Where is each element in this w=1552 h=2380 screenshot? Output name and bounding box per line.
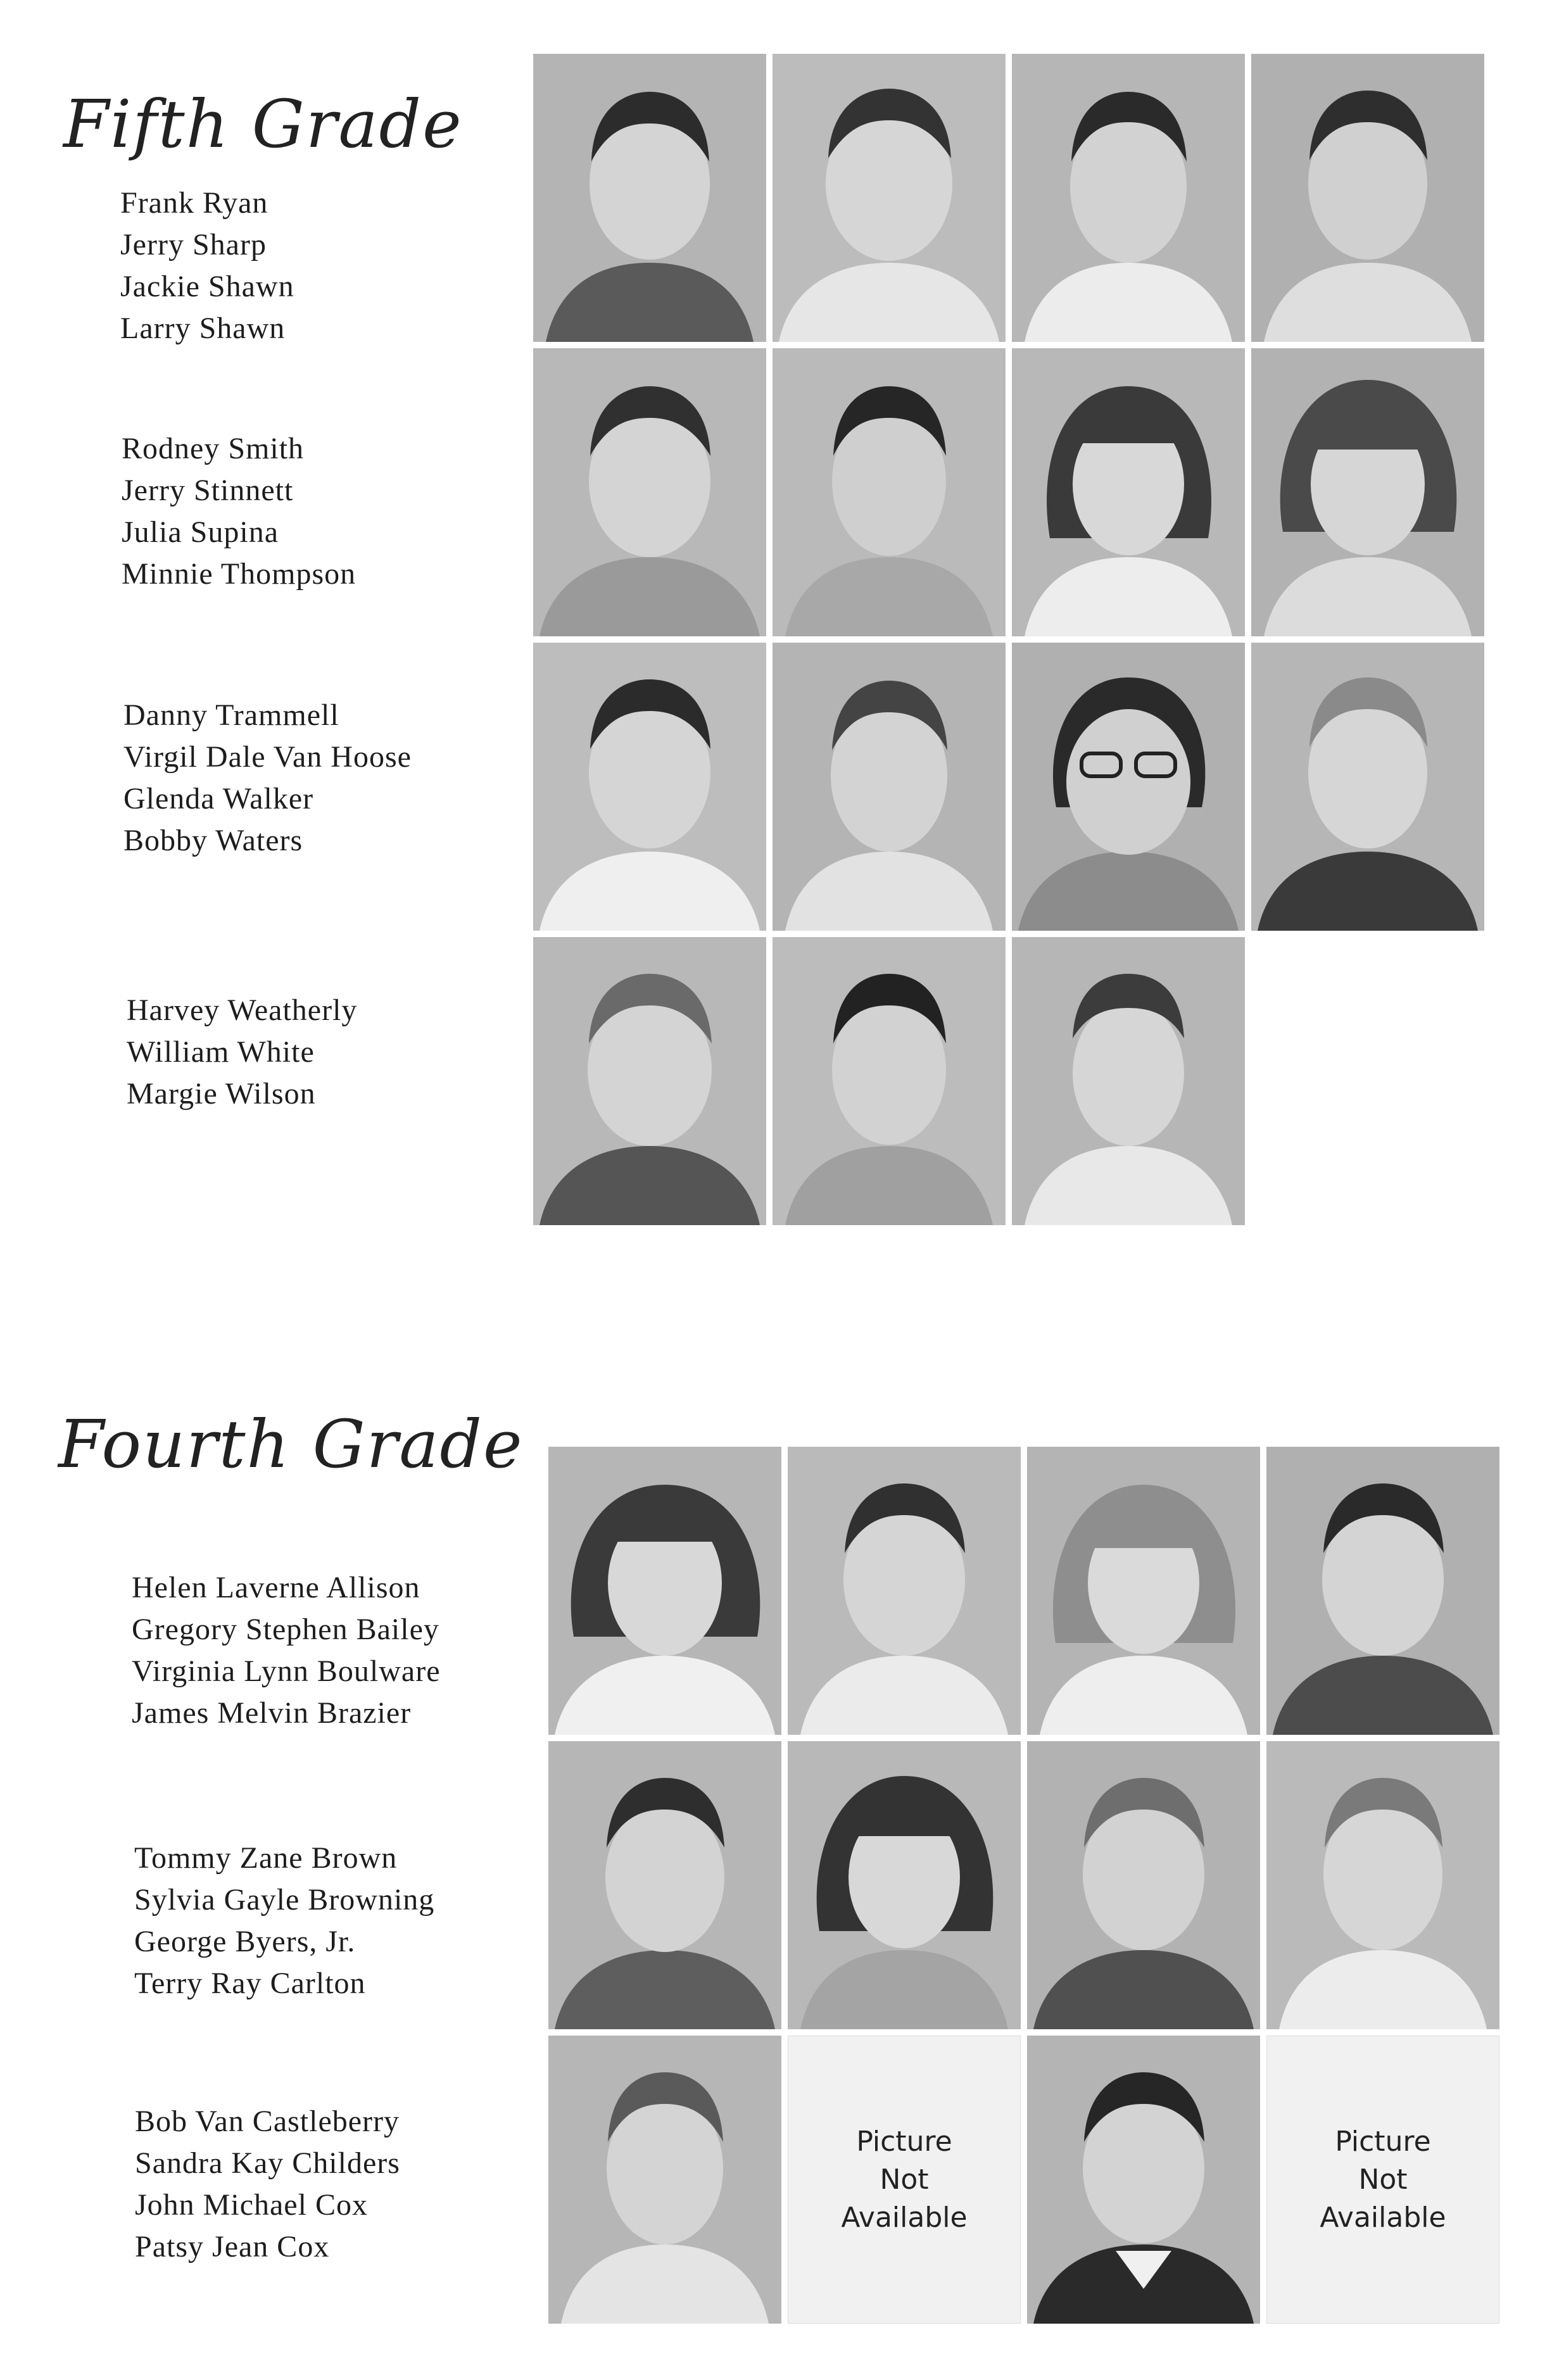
picture-not-available [788,2036,1021,2324]
student-name: Rodney Smith [122,432,305,465]
portrait-icon [773,348,1006,636]
student-name: Jerry Sharp [120,228,267,261]
portrait-icon [788,1447,1021,1735]
student-photo [1012,54,1245,342]
fourth-grade-names-row-2 [134,1837,434,2005]
fourth-grade-section [0,1380,1552,2368]
fifth-grade-names-row-4 [127,990,357,1115]
portrait-icon [548,2036,781,2324]
student-name: Harvey Weatherly [127,993,358,1027]
student-name: Gregory Stephen Bailey [132,1613,439,1646]
portrait-icon [548,1741,781,2029]
student-photo [533,937,766,1225]
portrait-icon [1012,54,1245,342]
picture-not-available-label: Picture Not Available [841,2125,968,2234]
student-photo [533,348,766,636]
student-name: James Melvin Brazier [132,1696,412,1730]
student-name: George Byers, Jr. [134,1925,356,1958]
student-name: Virgil Dale Van Hoose [123,740,412,774]
portrait-icon [1027,2036,1260,2324]
picture-not-available-label: Picture Not Available [1320,2125,1446,2234]
student-photo [1027,1447,1260,1735]
student-photo [533,643,766,931]
student-photo [1012,643,1245,931]
student-name: Sylvia Gayle Browning [134,1883,435,1917]
student-photo [1251,54,1484,342]
fifth-grade-names-row-1 [120,182,294,349]
student-photo [788,1447,1021,1735]
portrait-icon [1012,348,1245,636]
student-name: Patsy Jean Cox [135,2230,330,2264]
portrait-icon [1266,1447,1499,1735]
student-name: Tommy Zane Brown [134,1841,398,1875]
student-name: Frank Ryan [120,186,268,220]
student-name: Margie Wilson [127,1077,316,1111]
student-photo [1266,1741,1499,2029]
portrait-icon [1251,348,1484,636]
portrait-icon [788,1741,1021,2029]
student-photo [773,643,1006,931]
student-photo [1027,1741,1260,2029]
portrait-icon [1251,643,1484,931]
student-photo [773,937,1006,1225]
student-photo [1266,1447,1499,1735]
student-name: Bobby Waters [123,824,303,857]
fifth-grade-names-row-2 [122,428,356,595]
student-photo [773,348,1006,636]
portrait-icon [773,643,1006,931]
student-name: Terry Ray Carlton [134,1967,366,2000]
empty-photo-slot [1251,937,1484,1225]
student-name: Bob Van Castleberry [135,2105,400,2138]
student-photo [1012,348,1245,636]
portrait-icon [773,54,1006,342]
student-name: Glenda Walker [123,782,314,815]
student-photo [548,1741,781,2029]
student-name: Jackie Shawn [120,270,294,303]
portrait-icon [533,643,766,931]
student-photo [1012,937,1245,1225]
picture-not-available [1266,2036,1499,2324]
fourth-grade-names-row-1 [132,1567,441,1734]
fourth-grade-photo-grid [548,1447,1499,2324]
portrait-icon [1012,937,1245,1225]
student-photo [548,1447,781,1735]
fifth-grade-photo-grid [533,54,1484,1225]
student-photo [1251,643,1484,931]
student-photo [773,54,1006,342]
fourth-grade-names-row-3 [135,2101,400,2268]
student-name: Jerry Stinnett [122,474,294,507]
student-name: John Michael Cox [135,2188,368,2222]
student-photo [1027,2036,1260,2324]
portrait-icon [1027,1447,1260,1735]
portrait-icon [533,937,766,1225]
student-name: Virginia Lynn Boulware [132,1654,441,1688]
student-name: Sandra Kay Childers [135,2146,400,2180]
student-photo [788,1741,1021,2029]
portrait-icon [533,348,766,636]
student-name: Helen Laverne Allison [132,1571,420,1604]
portrait-icon [773,937,1006,1225]
portrait-icon [1012,643,1245,931]
portrait-icon [533,54,766,342]
fourth-grade-title: Fourth Grade [58,1406,524,1483]
student-name: Minnie Thompson [122,557,356,591]
portrait-icon [1027,1741,1260,2029]
student-name: Julia Supina [122,515,279,549]
student-name: Danny Trammell [123,698,339,732]
student-photo [1251,348,1484,636]
fifth-grade-names-row-3 [123,695,412,862]
portrait-icon [1251,54,1484,342]
portrait-icon [1266,1741,1499,2029]
student-name: William White [127,1035,315,1069]
student-name: Larry Shawn [120,312,286,345]
portrait-icon [548,1447,781,1735]
fifth-grade-title: Fifth Grade [63,85,463,163]
student-photo [548,2036,781,2324]
student-photo [533,54,766,342]
